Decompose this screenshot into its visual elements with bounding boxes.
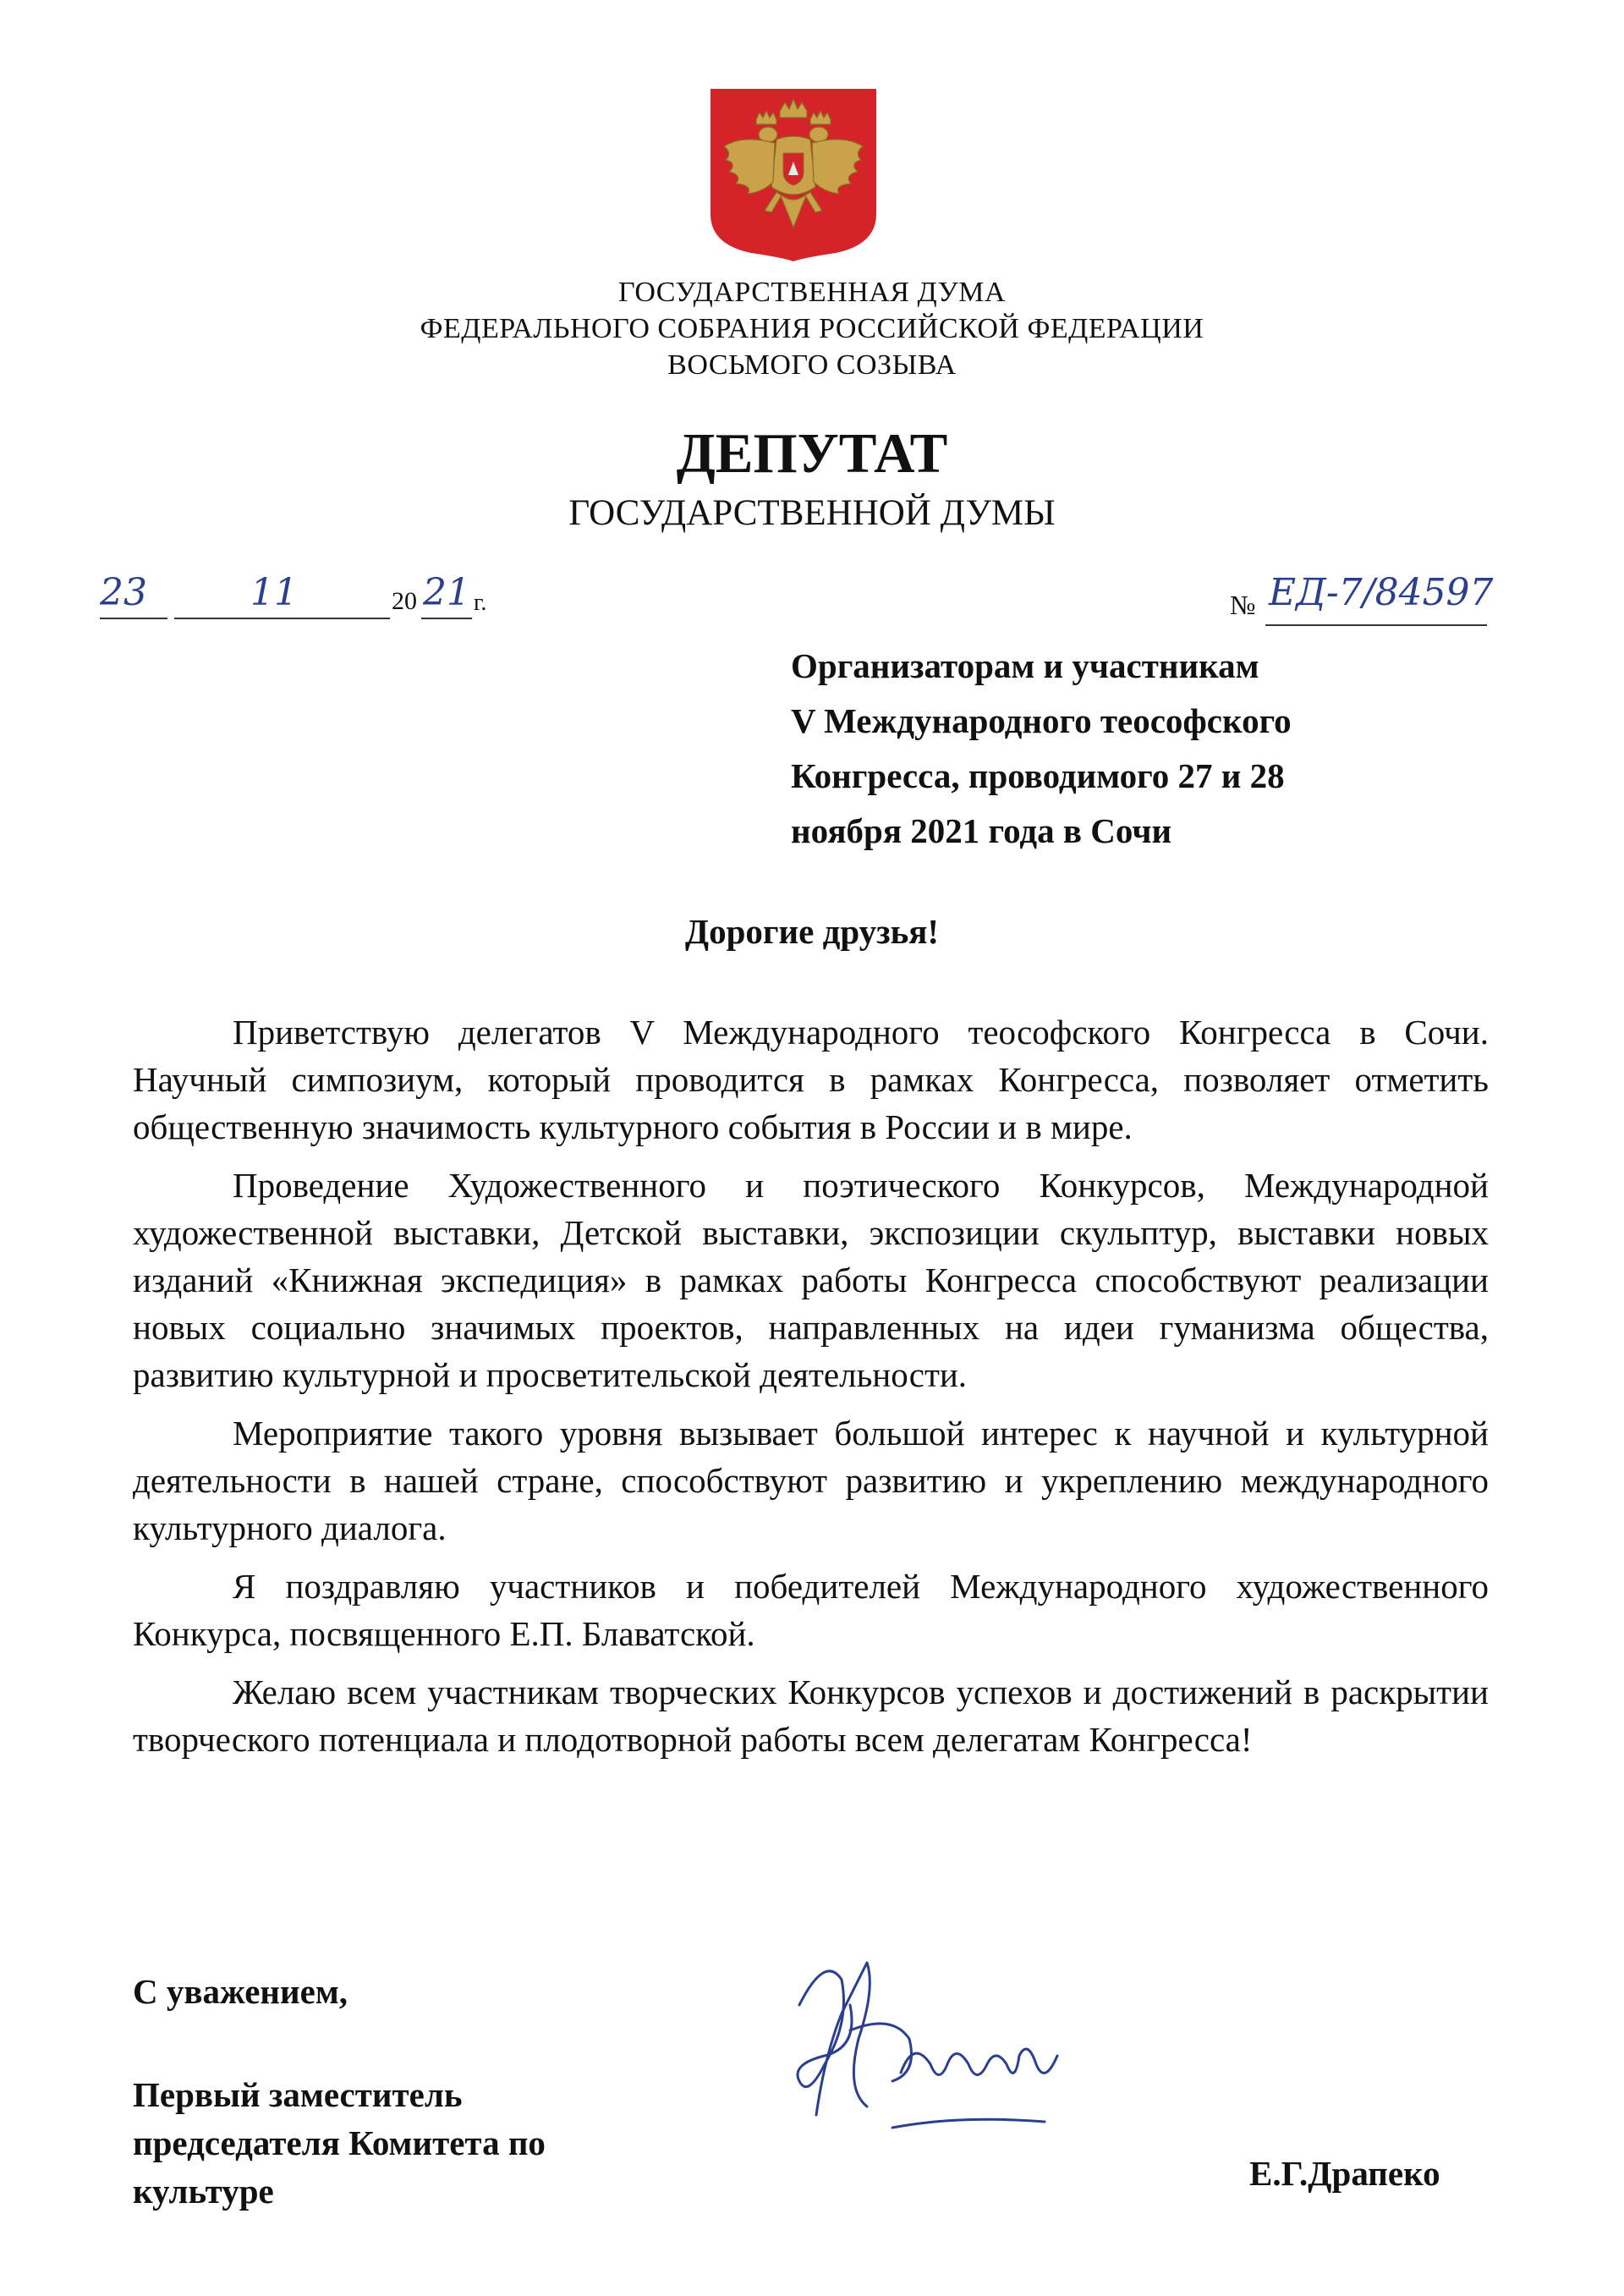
position-line-2: председателя Комитета по [133, 2123, 546, 2162]
handwritten-signature [765, 1929, 1070, 2174]
org-line-3: ВОСЬМОГО СОЗЫВА [667, 349, 957, 381]
position-line-3: культуре [133, 2172, 274, 2211]
greeting: Дорогие друзья! [684, 912, 940, 951]
ref-underline [1265, 624, 1487, 626]
body-paragraph-3: Мероприятие такого уровня вызывает большой интерес к научной и культурной деятельности в нашей стране, способствуют развитию и укреплению международного культурного диалога. [133, 1414, 1489, 1547]
date-month-underline [174, 618, 390, 619]
date-g: г. [474, 590, 487, 616]
org-line-1: ГОСУДАРСТВЕННАЯ ДУМА [618, 277, 1006, 308]
body-paragraph-2: Проведение Художественного и поэтического Конкурсов, Международной художественной выставки, Детской выставки, экспозиции скульптур, выставки новых изданий «Книжная экспедиция» в рамках работы Конгресса способствуют реализации новых социально значимых проектов, направленных на идеи гуманизма общества, развитию культурной и просветительской деятельности. [133, 1166, 1489, 1394]
ref-no-label: № [1230, 590, 1256, 620]
letter-body [133, 1008, 1489, 1774]
ref-number: ЕД-7/84597 [1269, 571, 1494, 614]
deputy-subtitle: ГОСУДАРСТВЕННОЙ ДУМЫ [568, 493, 1056, 533]
addressee-line-3: Конгресса, проводимого 27 и 28 [791, 756, 1285, 795]
body-paragraph-1: Приветствую делегатов V Международного теософского Конгресса в Сочи. Научный симпозиум, который проводится в рамках Конгресса, позволяет отметить общественную значимость культурного события в России и в мире. [133, 1013, 1489, 1146]
addressee-block [791, 639, 1292, 859]
date-year-prefix: 20 [392, 587, 417, 615]
coat-of-arms-emblem [709, 87, 878, 263]
date-day-underline [100, 618, 167, 619]
date-day: 23 [100, 571, 147, 614]
body-paragraph-4: Я поздравляю участников и победителей Международного художественного Конкурса, посвященного Е.П. Блаватской. [133, 1567, 1489, 1653]
signer-position [133, 2071, 546, 2216]
body-paragraph-5: Желаю всем участникам творческих Конкурсов успехов и достижений в раскрытии творческого потенциала и плодотворной работы всем делегатам Конгресса! [133, 1673, 1489, 1759]
date-month: 11 [250, 571, 298, 614]
addressee-line-1: Организаторам и участникам [791, 646, 1259, 685]
closing: С уважением, [133, 1972, 348, 2011]
date-year-suffix: 21 [423, 571, 470, 614]
signer-name: Е.Г.Драпеко [1249, 2154, 1440, 2193]
addressee-line-4: ноября 2021 года в Сочи [791, 811, 1172, 850]
org-line-2: ФЕДЕРАЛЬНОГО СОБРАНИЯ РОССИЙСКОЙ ФЕДЕРАЦИИ [420, 313, 1204, 344]
position-line-1: Первый заместитель [133, 2075, 463, 2114]
addressee-line-2: V Международного теософского [791, 701, 1292, 740]
date-year-underline [421, 618, 472, 619]
deputy-title: ДЕПУТАТ [676, 422, 948, 485]
